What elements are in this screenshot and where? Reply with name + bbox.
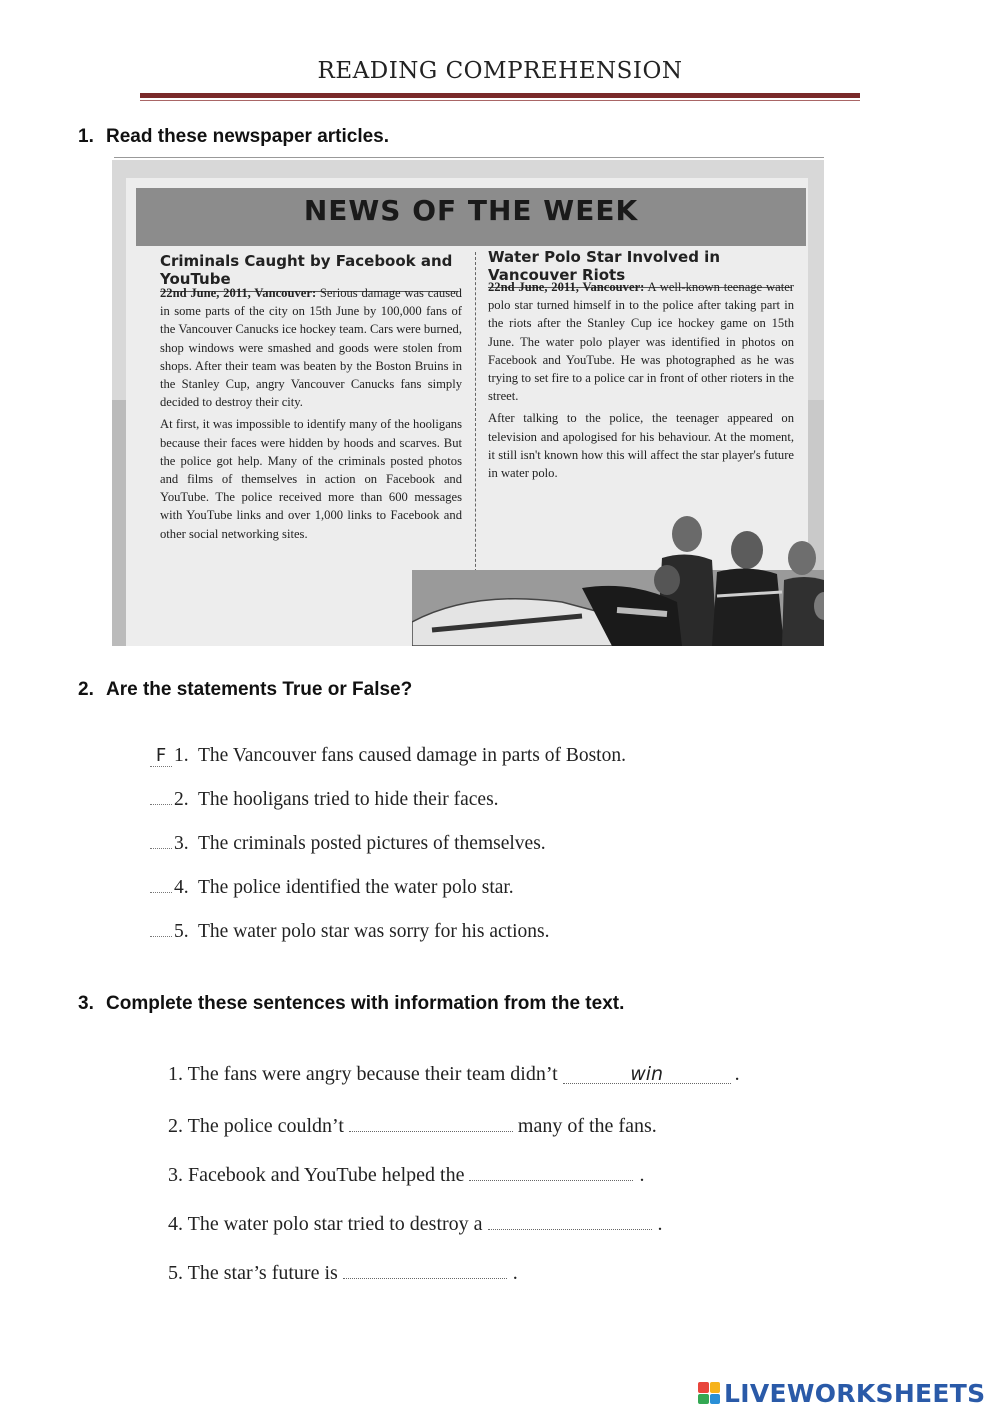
tf-answer-field[interactable] [150,848,172,849]
logo-square-icon [710,1382,721,1393]
statement-text: The criminals posted pictures of themselves. [198,833,546,854]
sentence-2 [168,1111,657,1138]
sentence-number: 4. [168,1213,183,1235]
article-2-paragraph-2: After talking to the police, the teenager appeared on television and apologised for his behaviour. At the moment, it still isn't known how this will affect the star player's future in water polo. [488,411,794,481]
sentence-text-before: The police couldn’t [187,1115,344,1137]
sentence-number: 5. [168,1262,183,1284]
person-2-head [731,531,763,569]
sentence-text-before: Facebook and YouTube helped the [188,1164,465,1186]
person-3-head [788,541,816,575]
article-2-dateline: 22nd June, 2011, Vancouver: [488,280,645,294]
statement-number: 1. [174,745,189,766]
sentence-number: 2. [168,1115,183,1137]
sentence-1 [168,1063,740,1086]
statement-text: The Vancouver fans caused damage in parts of Boston. [198,745,626,766]
article-1-paragraph-1 [160,284,462,411]
section-number: 1. [78,126,94,147]
news-banner-title: NEWS OF THE WEEK [303,194,639,227]
logo-mark-icon [698,1382,720,1404]
tf-statement-1 [150,745,626,767]
sentence-text-after: . [639,1164,645,1186]
person-2-body [712,568,784,646]
article-1-dateline: 22nd June, 2011, Vancouver: [160,286,317,300]
sentence-answer-field[interactable] [488,1209,652,1230]
tf-statement-2 [150,789,499,811]
sentence-answer-field[interactable] [343,1258,507,1279]
sentence-4 [168,1209,663,1236]
article-2-paragraph-1 [488,278,794,405]
tf-statement-5 [150,921,549,943]
news-banner [136,188,806,246]
statement-number: 4. [174,877,189,898]
sentence-answer-field[interactable] [349,1111,513,1132]
article-1-headline: Criminals Caught by Facebook and YouTube [160,252,458,292]
sentence-text-before: The star’s future is [187,1262,338,1284]
article-1-body [160,284,462,547]
section-3-heading [78,993,624,1015]
section-text: Read these newspaper articles. [106,126,390,147]
section-2-heading [78,679,412,701]
page-title: READING COMPREHENSION [317,58,683,84]
article-2-headline: Water Polo Star Involved in Vancouver Riots [488,248,792,288]
title-rule [140,93,860,98]
statement-number: 2. [174,789,189,810]
liveworksheets-logo[interactable] [698,1376,985,1410]
person-1-head [672,516,702,552]
sentence-text-before: The water polo star tried to destroy a [187,1213,483,1235]
section-text: Complete these sentences with information from the text. [106,993,625,1014]
article-1-p1-text: Serious damage was caused in some parts of the city on 15th June by 100,000 fans of the Vancouver Canucks ice hockey team. Cars were burned, shop windows were smashed and goods were stolen from shops. After their team was beaten by the Boston Bruins in the Stanley Cup, angry Vancouver Canucks fans simply decided to destroy their city. [160,286,462,410]
sentence-text-after: . [512,1262,518,1284]
tf-answer-field[interactable] [150,892,172,893]
section-text: Are the statements True or False? [106,679,413,700]
sentence-5 [168,1258,518,1285]
person-4-head [654,565,680,595]
tf-statement-3 [150,833,546,855]
clip-top-line [114,157,824,158]
sentence-text-after: many of the fans. [517,1115,657,1137]
statement-text: The police identified the water polo star. [198,877,514,898]
article-2-body [488,278,794,486]
tf-answer-field[interactable] [150,936,172,937]
statement-number: 3. [174,833,189,854]
sentence-number: 3. [168,1164,183,1186]
title-rule-thin [140,100,860,101]
newspaper-clipping [112,160,824,646]
article-1-paragraph-2: At first, it was impossible to identify many of the hooligans because their faces were hidden by hoods and scarves. But the police got help. Many of the criminals posted photos and films of themselves in action on Facebook and YouTube. The police received more than 600 messages with YouTube links and over 1,000 links to Facebook and other social networking sites. [160,417,462,541]
statement-number: 5. [174,921,189,942]
section-1-heading [78,126,389,148]
left-edge-strip [112,400,126,646]
sentence-number: 1. [168,1063,183,1085]
sentence-text-before: The fans were angry because their team didn’t [187,1063,558,1085]
logo-square-icon [710,1394,721,1405]
section-number: 3. [78,993,94,1014]
tf-answer-field[interactable]: F [150,745,172,767]
sentence-text-after: . [734,1063,740,1085]
section-number: 2. [78,679,94,700]
logo-text: LIVEWORKSHEETS [724,1378,986,1408]
tf-statement-4 [150,877,514,899]
statement-text: The water polo star was sorry for his actions. [198,921,550,942]
sentence-3 [168,1160,644,1187]
rioters-photo [412,510,824,646]
logo-square-icon [698,1394,709,1405]
statement-text: The hooligans tried to hide their faces. [198,789,499,810]
logo-square-icon [698,1382,709,1393]
article-2-p1-text: A well-known teenage water polo star turned himself in to the police after taking part in the riots after the Stanley Cup ice hockey game on 15th June. The water polo player was identified in photos on Facebook and YouTube. He was photographed as he was trying to set fire to a police car in front of other rioters in the street. [488,280,794,404]
person-4-jersey-number [617,610,667,614]
tf-answer-field[interactable] [150,804,172,805]
sentence-answer-field[interactable]: win [563,1063,731,1084]
sentence-answer-field[interactable] [469,1160,633,1181]
sentence-text-after: . [657,1213,663,1235]
